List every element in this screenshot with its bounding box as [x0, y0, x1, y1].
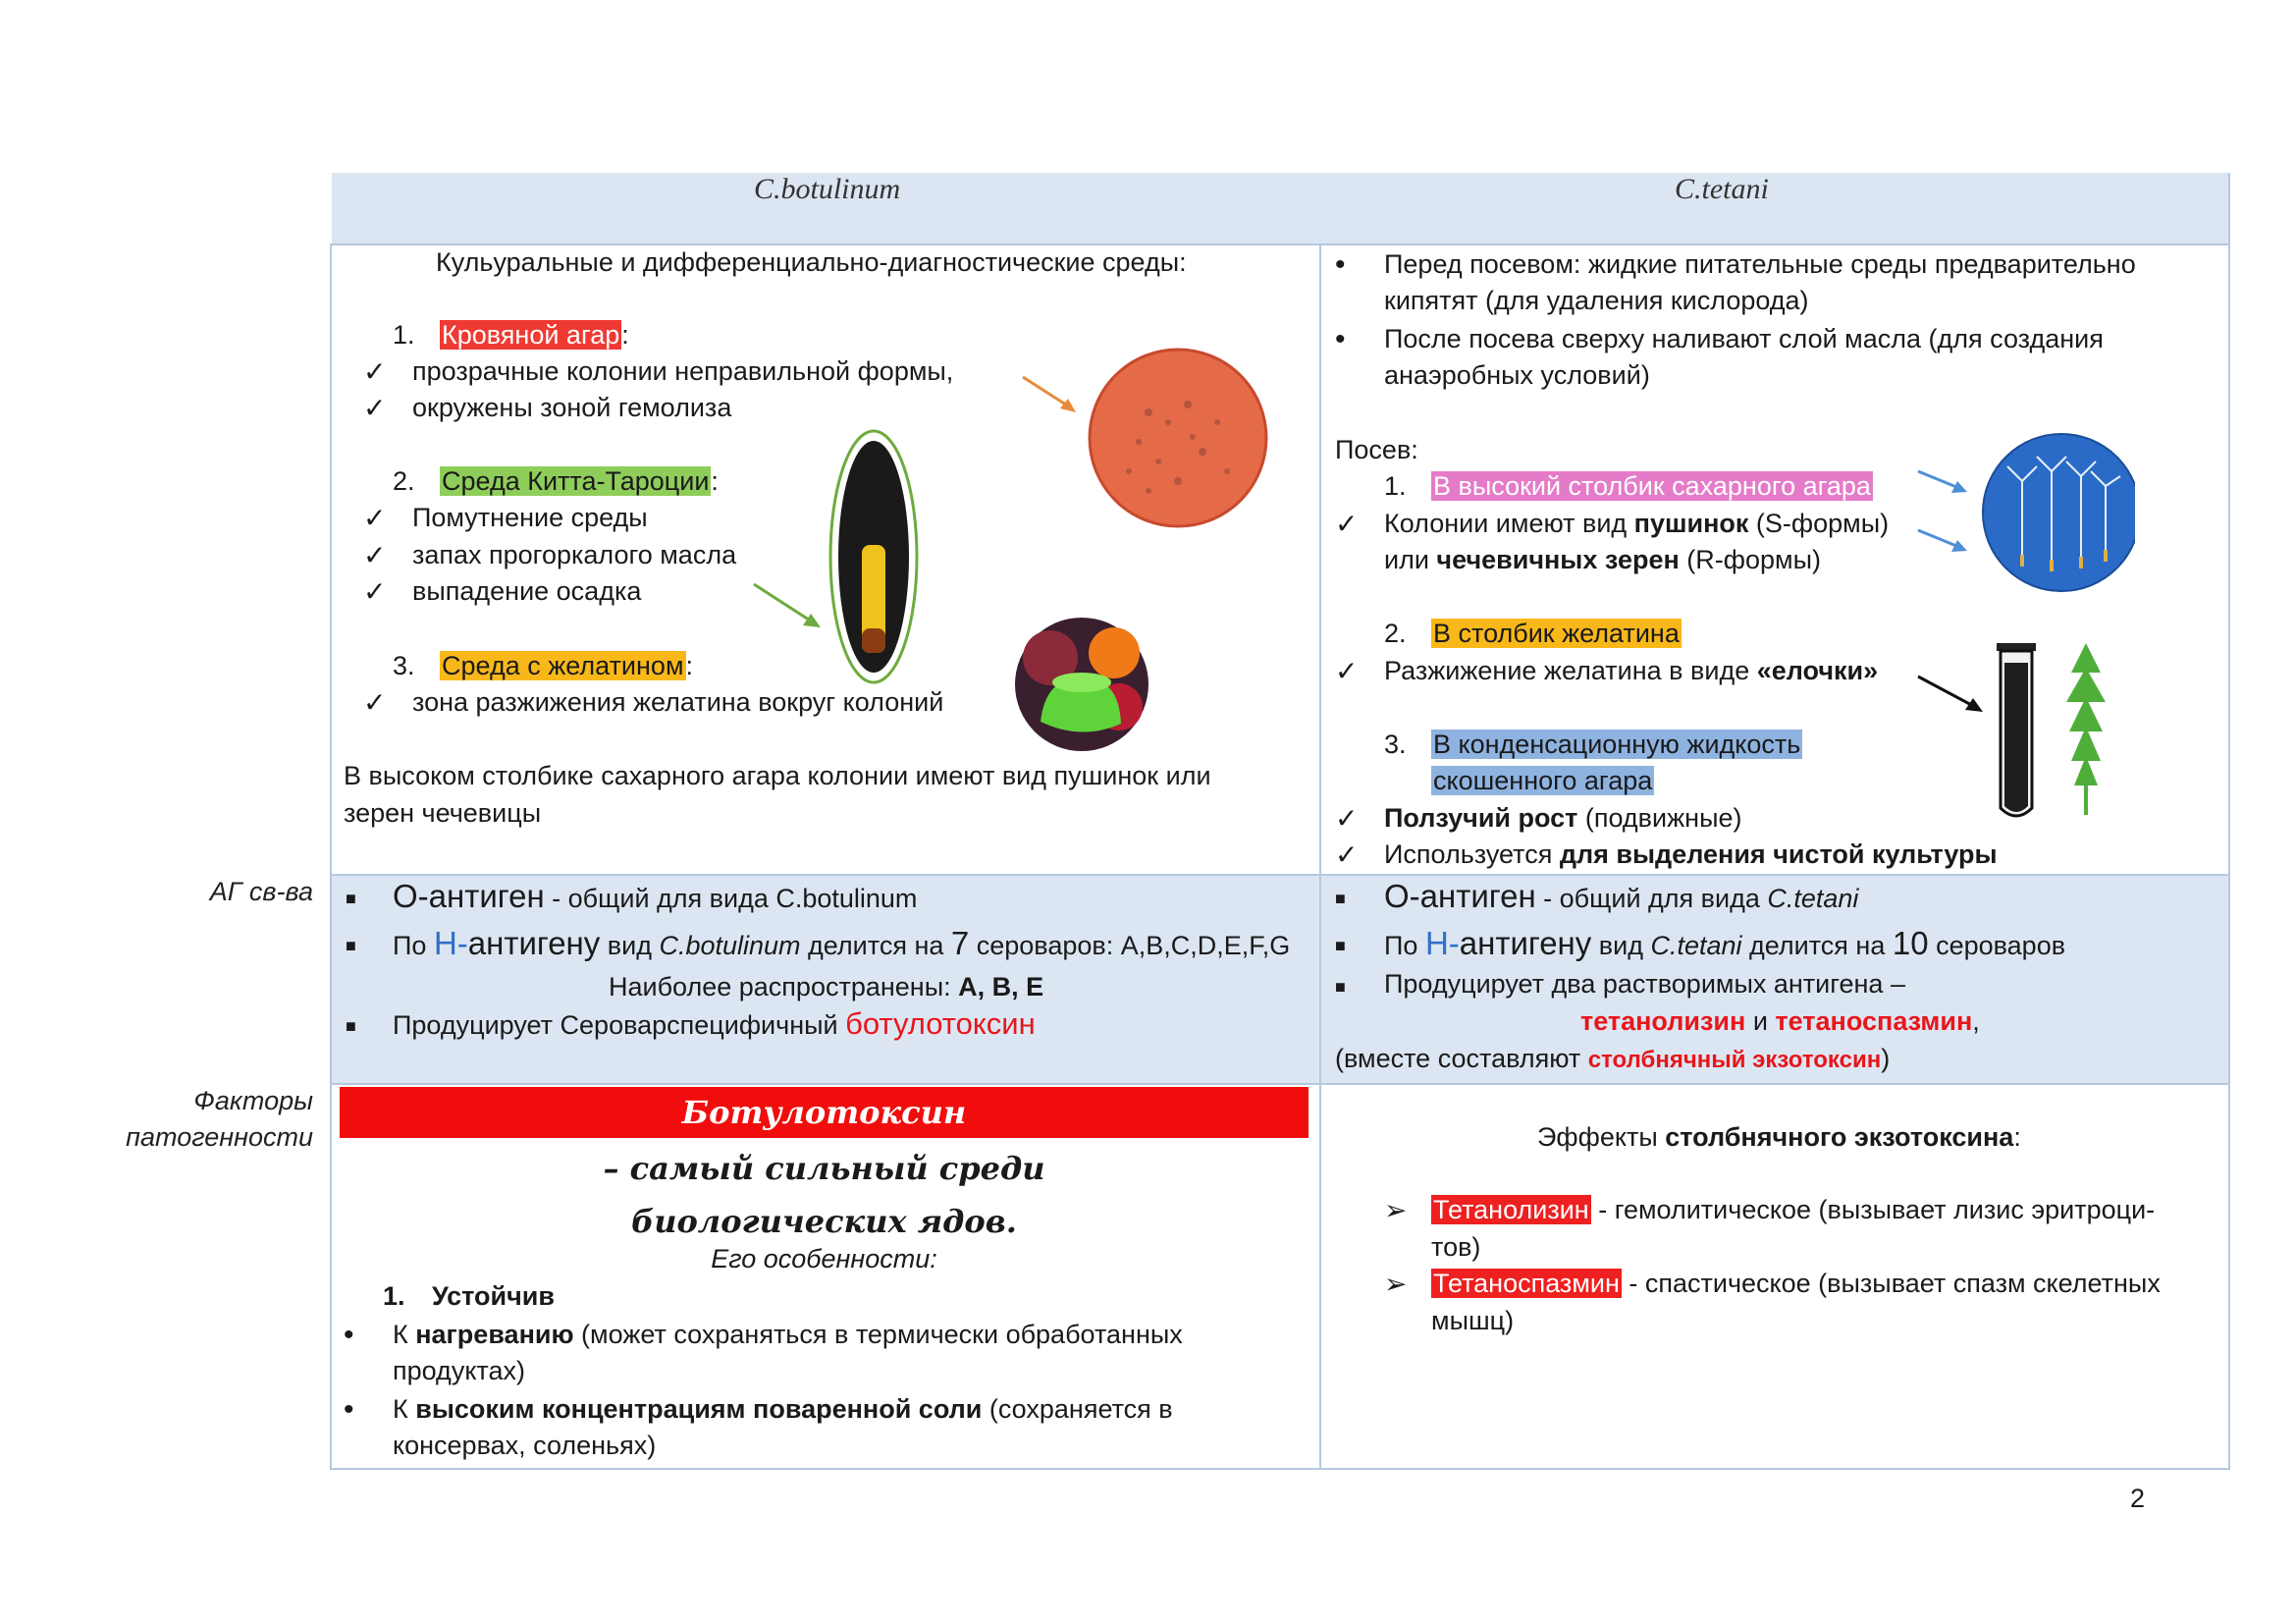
- tetani-prep-2-line2: анаэробных условий): [1384, 360, 1650, 390]
- bullet-icon: •: [1335, 248, 1346, 281]
- medium-3-highlight: Среда с желатином: [442, 651, 684, 680]
- sowing-3-highlight: скошенного агара: [1433, 766, 1653, 795]
- medium-3-bullet-1: зона разжижения желатина вокруг колоний: [412, 687, 944, 717]
- text-run: Продуцирует Сероварспецифичный: [393, 1010, 846, 1040]
- blood-agar-plate-image: [1021, 344, 1276, 540]
- feature-1-bullet-2: [393, 1391, 1173, 1428]
- tetani-effect-2-cont: мышц): [1431, 1306, 1515, 1335]
- text-run-bold: для выделения чистой культуры: [1559, 839, 1998, 869]
- text-run: вид: [600, 931, 660, 960]
- botulotoxin-features-heading: Его особенности:: [711, 1244, 937, 1273]
- botulotoxin-strong-line1: – самый сильный среди: [603, 1150, 1045, 1187]
- text-run-bold: столбнячного экзотоксина: [1665, 1122, 2014, 1152]
- effect-1-highlight: Тетанолизин: [1433, 1195, 1589, 1224]
- botulotoxin-banner-title: Ботулотоксин: [681, 1094, 967, 1131]
- check-icon: ✓: [363, 356, 387, 387]
- bullet-icon: •: [344, 1319, 354, 1351]
- text-run-bold: «елочки»: [1756, 656, 1879, 685]
- arrow-bullet-icon: ➢: [1384, 1269, 1408, 1299]
- medium-1-bullet-2: окружены зоной гемолиза: [412, 393, 732, 422]
- text-run: антигену: [1459, 925, 1592, 961]
- tetani-h-antigen: [1384, 925, 2065, 964]
- text-run: 10: [1892, 925, 1929, 961]
- text-run: делится на: [800, 931, 951, 960]
- text-run: (S-формы): [1748, 509, 1890, 538]
- text-run: - спастическое (вызывает спазм скелетных: [1621, 1269, 2161, 1298]
- tetani-effects-heading: [1537, 1119, 2021, 1156]
- row-label-ag: АГ св-ва: [209, 877, 313, 906]
- medium-2-bullet-1: Помутнение среды: [412, 503, 648, 532]
- bullet-icon: •: [1335, 323, 1346, 355]
- sowing-1-highlight: В высокий столбик сахарного агара: [1433, 471, 1871, 501]
- row-label-factors: [126, 1083, 313, 1156]
- text-run-bold: нагреванию: [415, 1320, 574, 1349]
- tetani-produces-antigens: Продуцирует два растворимых антигена –: [1384, 969, 1905, 999]
- botulinum-h-antigen: [393, 925, 1290, 964]
- dandelion-colonies-image: [1914, 432, 2135, 599]
- sowing-2-check-1: [1384, 653, 1878, 689]
- text-run-italic: C.tetani: [1650, 931, 1742, 960]
- text-run-red: тетанолизин: [1580, 1006, 1746, 1036]
- check-icon: ✓: [363, 540, 387, 570]
- text-run: (сохраняется в: [982, 1394, 1173, 1424]
- table-border-ag-top: [330, 874, 2230, 876]
- text-run: или: [1384, 545, 1437, 574]
- sowing-1-name: [1431, 468, 1873, 505]
- medium-2-bullet-2: запах прогоркалого масла: [412, 540, 737, 569]
- text-run: и: [1745, 1006, 1776, 1036]
- botulinum-media-note-line2: зерен чечевицы: [344, 798, 542, 828]
- table-border-ag-bottom: [330, 1083, 2230, 1085]
- page-number: 2: [2130, 1484, 2146, 1513]
- text-run: делится на: [1741, 931, 1893, 960]
- square-bullet-icon: ■: [346, 889, 356, 908]
- text-run: вид: [1591, 931, 1651, 960]
- sowing-1-check-1-cont: [1384, 542, 1821, 578]
- square-bullet-icon: ■: [346, 936, 356, 955]
- medium-1-highlight: Кровяной агар: [442, 320, 620, 350]
- table-border-left: [330, 244, 332, 1470]
- text-run: Используется: [1384, 839, 1560, 869]
- check-icon: ✓: [363, 393, 387, 423]
- medium-1-name: Кровяной агар:: [442, 320, 629, 350]
- medium-3-number: 3.: [393, 651, 415, 680]
- botulinum-media-note-line1: В высоком столбике сахарного агара колонии имеют вид пушинок или: [344, 761, 1211, 790]
- tetani-antigen-names: [1580, 1003, 1980, 1040]
- tetani-exotoxin-note: [1335, 1041, 1890, 1078]
- sowing-3-highlight: В конденсационную жидкость: [1433, 730, 1801, 759]
- sowing-2-highlight: В столбик желатина: [1433, 619, 1680, 648]
- text-run: Наиболее распространены:: [609, 972, 959, 1001]
- text-run: По: [393, 931, 434, 960]
- botulinum-common-serovars: [609, 969, 1043, 1005]
- text-run: К: [393, 1394, 416, 1424]
- row-label-factors-line2: патогенности: [126, 1122, 313, 1152]
- text-run: :: [2013, 1122, 2021, 1152]
- table-border-mid: [1319, 244, 1321, 1470]
- feature-1-bullet-1: [393, 1317, 1183, 1353]
- feature-1-number: 1.: [383, 1281, 405, 1311]
- sowing-1-check-1: [1384, 506, 1889, 542]
- column-header-botulinum: C.botulinum: [754, 173, 901, 205]
- botulinum-media-title: Кульуральные и дифференциально-диагностические среды:: [436, 247, 1187, 277]
- sowing-3-check-2: [1384, 837, 1998, 873]
- text-run: К: [393, 1320, 416, 1349]
- botulinum-o-antigen: [393, 878, 917, 917]
- tetani-sowing-heading: Посев:: [1335, 435, 1418, 464]
- text-run: Колонии имеют вид: [1384, 509, 1634, 538]
- text-run: сероваров: [1928, 931, 2066, 960]
- square-bullet-icon: ■: [1335, 889, 1346, 908]
- text-run-bold: чечевичных зерен: [1436, 545, 1680, 574]
- check-icon: ✓: [1335, 839, 1359, 870]
- medium-1-number: 1.: [393, 320, 415, 350]
- sowing-3-name-line2: [1431, 763, 1654, 799]
- column-header-tetani: C.tetani: [1675, 173, 1769, 205]
- table-border-bottom: [330, 1468, 2230, 1470]
- sowing-3-check-1: [1384, 800, 1742, 837]
- tetani-prep-1-line1: Перед посевом: жидкие питательные среды предварительно: [1384, 249, 2136, 279]
- text-run-red: ботулотоксин: [845, 1006, 1036, 1041]
- botulotoxin-strong-line2: биологических ядов.: [631, 1203, 1017, 1240]
- text-run-red: столбнячный экзотоксин: [1587, 1047, 1882, 1073]
- text-run: антигену: [467, 925, 601, 961]
- text-run: (подвижные): [1577, 803, 1742, 833]
- sowing-2-name: [1431, 616, 1682, 652]
- feature-1-bullet-2-cont: консервах, соленьях): [393, 1431, 657, 1460]
- tetani-prep-1-line2: кипятят (для удаления кислорода): [1384, 286, 1809, 315]
- tetani-effect-2: [1431, 1266, 2161, 1302]
- gelatin-tube-fir-image: [1914, 633, 2140, 825]
- bullet-icon: •: [344, 1393, 354, 1426]
- medium-1-bullet-1: прозрачные колонии неправильной формы,: [412, 356, 954, 386]
- tetani-effect-1: [1431, 1192, 2155, 1228]
- square-bullet-icon: ■: [346, 1016, 356, 1036]
- check-icon: ✓: [1335, 656, 1359, 686]
- header-row: [332, 173, 2230, 244]
- sowing-2-number: 2.: [1384, 619, 1407, 648]
- check-icon: ✓: [1335, 803, 1359, 834]
- text-run: Эффекты: [1537, 1122, 1666, 1152]
- text-run-red: тетаноспазмин: [1775, 1006, 1973, 1036]
- text-run-bold: A, B, E: [958, 972, 1044, 1001]
- test-tube-image: [746, 427, 923, 692]
- text-run-bold: высоким концентрациям поваренной соли: [415, 1394, 983, 1424]
- text-run: (может сохраняться в термически обработанных: [573, 1320, 1183, 1349]
- medium-2-name: Среда Китта-Тароции:: [442, 466, 719, 496]
- text-run-italic: C.tetani: [1767, 884, 1859, 913]
- sowing-3-number: 3.: [1384, 730, 1407, 759]
- arrow-bullet-icon: ➢: [1384, 1195, 1408, 1225]
- check-icon: ✓: [1335, 509, 1359, 539]
- text-run: 7: [950, 925, 970, 961]
- text-run: Разжижение желатина в виде: [1384, 656, 1757, 685]
- feature-1-bullet-1-cont: продуктах): [393, 1356, 525, 1385]
- medium-2-number: 2.: [393, 466, 415, 496]
- text-run: По: [1384, 931, 1425, 960]
- sowing-1-number: 1.: [1384, 471, 1407, 501]
- text-run: ): [1881, 1044, 1891, 1073]
- text-run-bold: пушинок: [1633, 509, 1749, 538]
- text-run: Н-: [1424, 925, 1460, 961]
- text-run-bold: Ползучий рост: [1384, 803, 1578, 833]
- tetani-effect-1-cont: тов): [1431, 1232, 1481, 1262]
- text-run: О-антиген: [1384, 878, 1536, 914]
- square-bullet-icon: ■: [1335, 936, 1346, 955]
- text-run: ,: [1972, 1006, 1980, 1036]
- text-run: Н-: [433, 925, 468, 961]
- medium-2-bullet-3: выпадение осадка: [412, 576, 642, 606]
- tetani-o-antigen: [1384, 878, 1858, 917]
- feature-1-name: Устойчив: [432, 1281, 555, 1311]
- medium-2-highlight: Среда Китта-Тароции: [442, 466, 710, 496]
- check-icon: ✓: [363, 576, 387, 607]
- text-run: - общий для вида: [1535, 884, 1768, 913]
- medium-3-name: Среда с желатином:: [442, 651, 694, 680]
- check-icon: ✓: [363, 687, 387, 718]
- text-run: (R-формы): [1679, 545, 1821, 574]
- table-border-right: [2228, 173, 2230, 1470]
- text-run: - гемолитическое (вызывает лизис эритроци-: [1590, 1195, 2156, 1224]
- sowing-3-name-line1: [1431, 727, 1802, 763]
- square-bullet-icon: ■: [1335, 977, 1346, 997]
- botulinum-toxin-production: [393, 1005, 1036, 1044]
- text-run: - общий для вида C.botulinum: [544, 884, 918, 913]
- effect-2-highlight: Тетаноспазмин: [1433, 1269, 1620, 1298]
- text-run: (вместе составляют: [1335, 1044, 1588, 1073]
- text-run: сероваров: A,B,C,D,E,F,G: [969, 931, 1291, 960]
- gelatin-image: [1011, 614, 1153, 756]
- text-run-italic: C.botulinum: [659, 931, 801, 960]
- text-run: О-антиген: [393, 878, 545, 914]
- check-icon: ✓: [363, 503, 387, 533]
- tetani-prep-2-line1: После посева сверху наливают слой масла (для создания: [1384, 324, 2104, 353]
- row-label-factors-line1: Факторы: [193, 1086, 313, 1115]
